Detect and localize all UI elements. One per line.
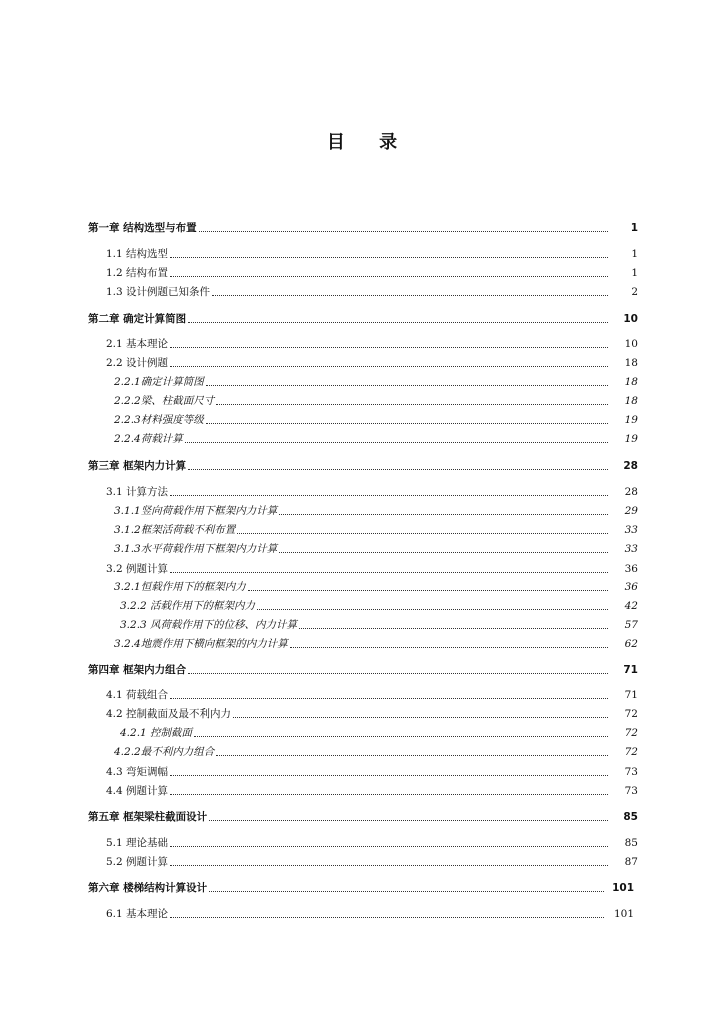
toc-page-number: 73 [624,785,638,797]
toc-page-number: 33 [624,543,638,555]
dot-leader [248,589,608,591]
toc-entry-label: 3.1 计算方法 [106,486,169,498]
toc-entry-label: 2.2.4荷载计算 [114,433,183,445]
toc-entry-label: 3.2.1恒载作用下的框架内力 [114,581,246,593]
toc-page-number: 18 [624,395,638,407]
dot-leader [257,608,608,610]
dot-leader [290,646,608,648]
toc-subsection-entry [120,617,638,633]
toc-page-number: 10 [624,338,638,350]
toc-entry-label: 第四章 框架内力组合 [88,664,187,676]
toc-entry-label: 4.2.2最不利内力组合 [114,746,215,758]
toc-entry-label: 1.2 结构布置 [106,267,169,279]
dot-leader [209,890,604,892]
dot-leader [188,672,608,674]
dot-leader [170,494,608,496]
dot-leader [170,793,608,795]
toc-entry-label: 1.1 结构选型 [106,248,169,260]
dot-leader [299,627,608,629]
dot-leader [170,365,608,367]
dot-leader [216,403,608,405]
toc-entry-label: 3.1.1竖向荷载作用下框架内力计算 [114,505,278,517]
toc-page-number: 42 [624,600,638,612]
toc-entry-label: 3.2 例题计算 [106,563,169,575]
toc-entry-label: 第五章 框架梁柱截面设计 [88,811,208,823]
toc-entry-label: 第一章 结构选型与布置 [88,222,197,234]
toc-entry-label: 4.4 例题计算 [106,785,169,797]
toc-page-number: 1 [631,248,638,260]
toc-subsection-entry [114,579,638,595]
dot-leader [237,532,608,534]
toc-entry-label: 3.2.3 风荷载作用下的位移、内力计算 [120,619,298,631]
toc-page-number: 1 [630,222,638,234]
toc-section-entry [106,284,638,300]
toc-page-number: 72 [624,746,638,758]
dot-leader [188,321,608,323]
toc-page-number: 29 [624,505,638,517]
dot-leader [199,230,608,232]
toc-subsection-entry [114,431,638,447]
toc-entry-label: 6.1 基本理论 [106,908,169,920]
toc-subsection-entry [114,374,638,390]
dot-leader [170,256,608,258]
toc-page-number: 85 [624,837,638,849]
toc-section-entry [106,246,638,262]
toc-page-number: 62 [624,638,638,650]
toc-chapter-entry [88,809,638,825]
dot-leader [216,754,608,756]
dot-leader [170,864,608,866]
toc-subsection-entry [114,744,638,760]
toc-entry-label: 4.3 弯矩调幅 [106,766,169,778]
toc-page-number: 1 [631,267,638,279]
dot-leader [170,571,608,573]
toc-page-number: 36 [624,581,638,593]
toc-subsection-entry [114,541,638,557]
toc-entry-label: 2.2.1确定计算简图 [114,376,204,388]
toc-page-number: 87 [624,856,638,868]
toc-section-entry [106,835,638,851]
toc-page-number: 73 [624,766,638,778]
toc-entry-label: 2.1 基本理论 [106,338,169,350]
toc-page-number: 71 [624,689,638,701]
toc-subsection-entry [114,636,638,652]
toc-section-entry [106,484,638,500]
toc-page-number: 19 [624,433,638,445]
toc-page-number: 36 [624,563,638,575]
dot-leader [206,384,608,386]
toc-entry-label: 2.2.2梁、柱截面尺寸 [114,395,215,407]
toc-page-number: 18 [624,357,638,369]
toc-chapter-entry [88,311,638,327]
toc-entry-label: 第三章 框架内力计算 [88,460,187,472]
dot-leader [170,845,608,847]
dot-leader [170,697,608,699]
toc-chapter-entry [88,662,638,678]
toc-entry-label: 第二章 确定计算简图 [88,313,187,325]
toc-section-entry [106,783,638,799]
toc-page-number: 2 [631,286,638,298]
toc-entry-label: 3.1.2框架活荷载不利布置 [114,524,236,536]
dot-leader [209,819,608,821]
toc-entry-label: 2.2 设计例题 [106,357,169,369]
toc-section-entry [106,906,634,922]
dot-leader [188,468,608,470]
toc-entry-label: 1.3 设计例题已知条件 [106,286,211,298]
toc-page-number: 33 [624,524,638,536]
toc-section-entry [106,687,638,703]
toc-subsection-entry [120,598,638,614]
toc-page-number: 72 [624,708,638,720]
toc-page-number: 28 [624,486,638,498]
toc-page-number: 18 [624,376,638,388]
toc-page-number: 57 [624,619,638,631]
toc-page-number: 101 [612,882,634,894]
dot-leader [170,346,608,348]
toc-subsection-entry [114,393,638,409]
dot-leader [170,774,608,776]
dot-leader [212,294,608,296]
toc-subsection-entry [114,503,638,519]
toc-subsection-entry [114,522,638,538]
toc-entry-label: 3.2.2 活载作用下的框架内力 [120,600,256,612]
toc-section-entry [106,336,638,352]
toc-page-number: 71 [623,664,638,676]
toc-subsection-entry [114,412,638,428]
dot-leader [279,513,608,515]
page-title: 目 录 [326,132,412,153]
toc-chapter-entry [88,880,634,896]
dot-leader [170,275,608,277]
dot-leader [185,441,608,443]
toc-page-number: 10 [623,313,638,325]
toc-page-number: 19 [624,414,638,426]
toc-entry-label: 4.2.1 控制截面 [120,727,193,739]
toc-page-number: 72 [624,727,638,739]
dot-leader [279,551,608,553]
toc-page-number: 28 [623,460,638,472]
toc-entry-label: 5.1 理论基础 [106,837,169,849]
toc-page-number: 85 [623,811,638,823]
toc-entry-label: 2.2.3材料强度等级 [114,414,204,426]
toc-entry-label: 5.2 例题计算 [106,856,169,868]
toc-section-entry [106,854,638,870]
toc-page-number: 101 [613,908,634,920]
dot-leader [170,916,604,918]
toc-entry-label: 3.2.4地震作用下横向框架的内力计算 [114,638,288,650]
toc-entry-label: 第六章 楼梯结构计算设计 [88,882,208,894]
toc-section-entry [106,706,638,722]
dot-leader [233,716,608,718]
toc-entry-label: 3.1.3水平荷载作用下框架内力计算 [114,543,278,555]
toc-chapter-entry [88,458,638,474]
toc-entry-label: 4.1 荷载组合 [106,689,169,701]
toc-section-entry [106,355,638,371]
dot-leader [206,422,608,424]
toc-entry-label: 4.2 控制截面及最不利内力 [106,708,232,720]
toc-section-entry [106,561,638,577]
toc-section-entry [106,764,638,780]
toc-section-entry [106,265,638,281]
dot-leader [194,735,608,737]
toc-subsection-entry [120,725,638,741]
toc-chapter-entry [88,220,638,236]
